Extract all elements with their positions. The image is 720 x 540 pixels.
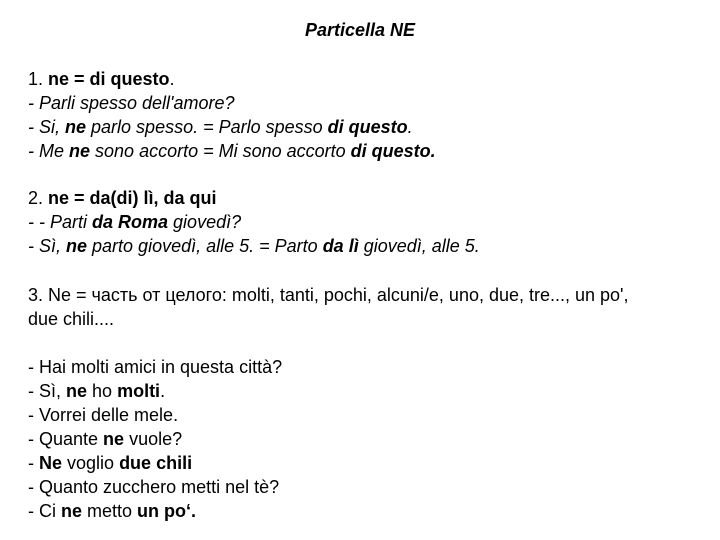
section-1-heading bbox=[28, 67, 708, 91]
text: giovedì, alle 5. bbox=[358, 236, 480, 256]
example-line bbox=[28, 234, 708, 258]
text: ne = di questo bbox=[48, 69, 170, 89]
text: molti bbox=[117, 381, 161, 401]
example-line bbox=[28, 475, 708, 499]
text: di questo. bbox=[350, 141, 436, 161]
text: ne bbox=[66, 381, 88, 401]
text: 2. bbox=[28, 188, 49, 208]
section-2-heading bbox=[28, 186, 708, 210]
text: - Si, bbox=[28, 117, 66, 137]
example-line bbox=[28, 91, 708, 115]
text: - Quanto zucchero metti nel tè? bbox=[28, 477, 280, 497]
section-3-line: due chili.... bbox=[28, 309, 115, 329]
section-2 bbox=[28, 186, 708, 258]
section-3-line: 3. Ne = часть от целого: molti, tanti, pochi, alcuni/e, uno, due, tre..., un po', bbox=[28, 285, 629, 305]
text: ne bbox=[103, 429, 125, 449]
text: - Quante bbox=[28, 429, 104, 449]
text: - Sì, bbox=[28, 236, 67, 256]
text: ne bbox=[69, 141, 91, 161]
text: . bbox=[160, 381, 166, 401]
text: - Ci bbox=[28, 501, 61, 521]
example-line bbox=[28, 355, 708, 379]
text: . bbox=[407, 117, 413, 137]
text: voglio bbox=[62, 453, 120, 473]
text: Ne bbox=[39, 453, 63, 473]
section-4 bbox=[28, 355, 708, 523]
text: - Sì, bbox=[28, 381, 67, 401]
text: - bbox=[28, 453, 39, 473]
text: ne = da(di) lì, da qui bbox=[48, 188, 217, 208]
text: - Me bbox=[28, 141, 70, 161]
text: ne bbox=[61, 501, 83, 521]
example-line bbox=[28, 403, 708, 427]
text: . bbox=[169, 69, 175, 89]
text: ne bbox=[65, 117, 87, 137]
text: da lì bbox=[322, 236, 359, 256]
text: sono accorto = Mi sono accorto bbox=[90, 141, 351, 161]
text: da Roma bbox=[92, 212, 169, 232]
slide-title: Particella NE bbox=[304, 20, 416, 40]
text: 1. bbox=[28, 69, 49, 89]
example-line bbox=[28, 427, 708, 451]
text: parto giovedì, alle 5. = Parto bbox=[87, 236, 323, 256]
example-line bbox=[28, 210, 708, 234]
text: due chili bbox=[119, 453, 193, 473]
example-line bbox=[28, 115, 708, 139]
text: parlo spesso. = Parlo spesso bbox=[86, 117, 328, 137]
text: - Vorrei delle mele. bbox=[28, 405, 179, 425]
example-line bbox=[28, 451, 708, 475]
text: - Parli spesso dell'amore? bbox=[28, 93, 235, 113]
text: vuole? bbox=[124, 429, 183, 449]
section-3 bbox=[28, 283, 708, 331]
text: - - Parti bbox=[28, 212, 93, 232]
text: - Hai molti amici in questa città? bbox=[28, 357, 283, 377]
example-line bbox=[28, 499, 708, 523]
text: giovedì? bbox=[168, 212, 242, 232]
text: un po‘ bbox=[137, 501, 192, 521]
text: ne bbox=[66, 236, 88, 256]
text: ho bbox=[87, 381, 118, 401]
example-line bbox=[28, 139, 708, 163]
text: metto bbox=[82, 501, 138, 521]
text: . bbox=[191, 501, 197, 521]
section-1 bbox=[28, 67, 708, 163]
text: di questo bbox=[327, 117, 408, 137]
example-line bbox=[28, 379, 708, 403]
